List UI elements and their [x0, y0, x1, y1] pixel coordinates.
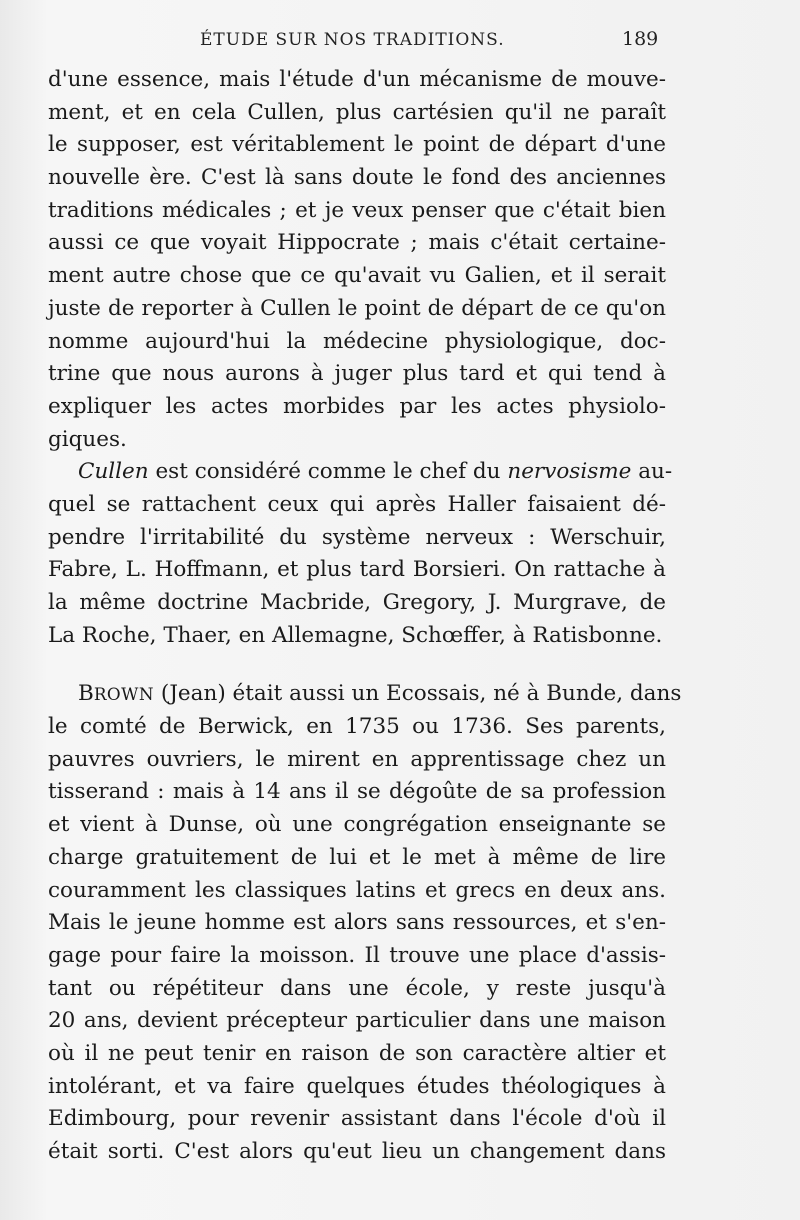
text-line: ment, et en cela Cullen, plus cartésien qu'il ne paraît: [48, 99, 666, 125]
text-line: Fabre, L. Hoffmann, et plus tard Borsieri. On rattache à: [48, 557, 666, 583]
text-line: aussi ce que voyait Hippocrate ; mais c'était certaine-: [48, 230, 666, 256]
text-line: traditions médicales ; et je veux penser que c'était bien: [48, 197, 666, 223]
text-line: ment autre chose que ce qu'avait vu Galien, et il serait: [48, 263, 666, 289]
text-line: juste de reporter à Cullen le point de départ de ce qu'on: [48, 295, 666, 321]
text-line: Mais le jeune homme est alors sans ressources, et s'en-: [48, 910, 666, 936]
text-line: d'une essence, mais l'étude d'un mécanisme de mouve-: [48, 67, 666, 92]
text-line: était sorti. C'est alors qu'eut lieu un changement dans: [48, 1139, 666, 1164]
text-line: pauvres ouvriers, le mirent en apprentissage chez un: [48, 746, 666, 772]
text-line: giques.: [48, 426, 127, 452]
text-line: Edimbourg, pour revenir assistant dans l'école d'où il: [48, 1106, 666, 1132]
text-fragment: (Jean) était aussi un Ecossais, né à Bunde, dans: [154, 681, 682, 707]
name-brown: [78, 681, 154, 706]
text-line: charge gratuitement de lui et le met à même de lire: [48, 844, 666, 870]
text-line: pendre l'irritabilité du système nerveux : Werschuir,: [48, 524, 666, 550]
paragraph-1: [48, 64, 666, 456]
paragraph-spacer: [48, 652, 666, 678]
text-line: [48, 456, 673, 489]
text-line: où il ne peut tenir en raison de son caractère altier et: [48, 1040, 666, 1066]
running-title: ÉTUDE SUR NOS TRADITIONS.: [200, 30, 505, 50]
text-line: le supposer, est véritablement le point de départ d'une: [48, 132, 666, 158]
text-line: nomme aujourd'hui la médecine physiologique, doc-: [48, 328, 666, 354]
body-text: [48, 64, 682, 1169]
page-number: 189: [622, 28, 659, 50]
text-line: la même doctrine Macbride, Gregory, J. Murgrave, de: [48, 590, 666, 615]
text-line: La Roche, Thaer, en Allemagne, Schœffer, à Ratisbonne.: [48, 622, 663, 648]
text-line: tisserand : mais à 14 ans il se dégoûte de sa profession: [48, 779, 666, 805]
smallcaps-rest: ROWN: [93, 684, 155, 705]
text-fragment: est considéré comme le chef du: [148, 459, 508, 485]
paragraph-2: [48, 456, 673, 652]
text-line: expliquer les actes morbides par les actes physiolo-: [48, 393, 666, 419]
text-line: et vient à Dunse, où une congrégation enseignante se: [48, 812, 666, 838]
text-line: quel se rattachent ceux qui après Haller faisaient dé-: [48, 491, 666, 517]
paragraph-3: [48, 678, 682, 1168]
text-line: le comté de Berwick, en 1735 ou 1736. Ses parents,: [48, 714, 666, 740]
page-header: [0, 30, 800, 60]
name-cullen: Cullen: [78, 459, 149, 485]
text-line: nouvelle ère. C'est là sans doute le fond des anciennes: [48, 165, 666, 191]
text-line: [48, 678, 682, 711]
text-line: 20 ans, devient précepteur particulier dans une maison: [48, 1008, 666, 1034]
text-fragment: au-: [631, 459, 673, 485]
term-nervosisme: nervosisme: [507, 459, 632, 485]
text-line: tant ou répétiteur dans une école, y reste jusqu'à: [48, 975, 666, 1001]
text-line: couramment les classiques latins et grecs en deux ans.: [48, 877, 666, 903]
smallcaps-initial: B: [78, 681, 94, 707]
text-line: trine que nous aurons à juger plus tard et qui tend à: [48, 361, 666, 387]
text-line: intolérant, et va faire quelques études théologiques à: [48, 1073, 666, 1099]
text-line: gage pour faire la moisson. Il trouve une place d'assis-: [48, 942, 666, 968]
